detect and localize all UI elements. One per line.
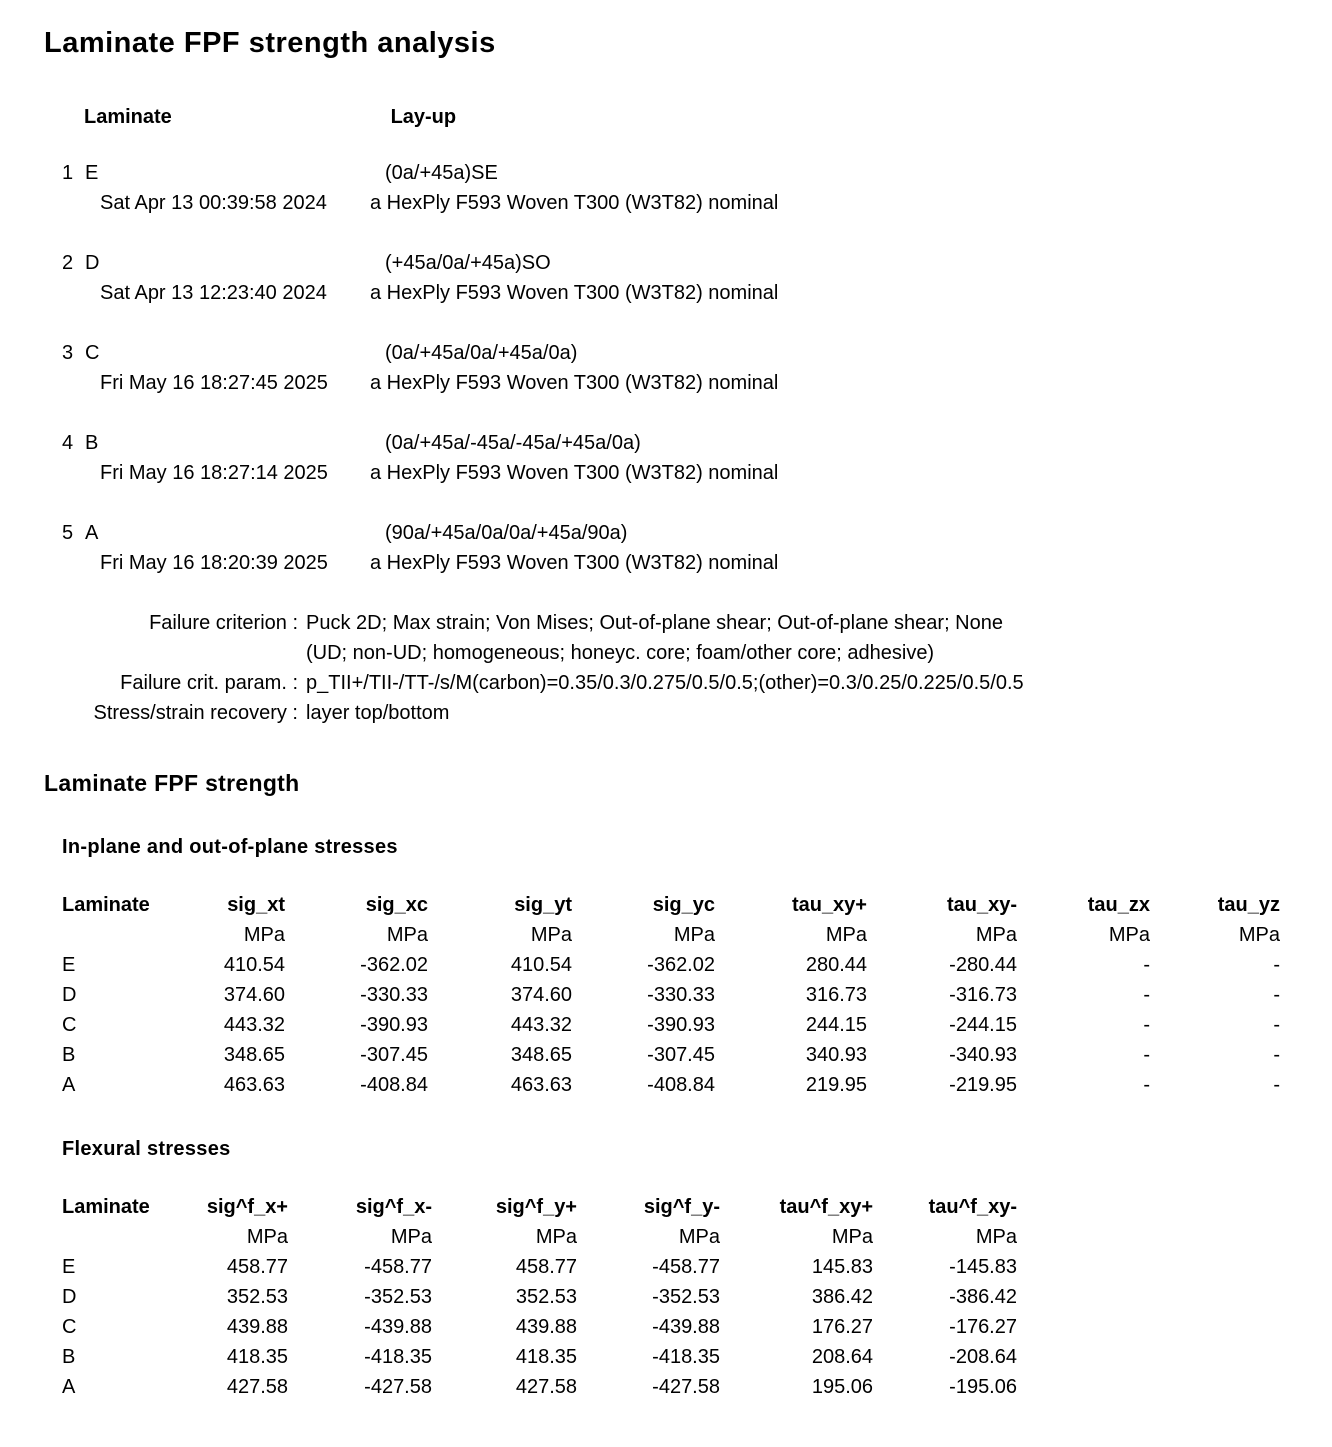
column-header: sig^f_x-: [355, 1196, 432, 1218]
value-cell: -208.64: [949, 1346, 1017, 1368]
flexural-table-title: Flexural stresses: [62, 1138, 231, 1160]
value-cell: 427.58: [226, 1376, 288, 1398]
value-cell: -145.83: [949, 1256, 1017, 1278]
value-cell: 219.95: [805, 1074, 867, 1096]
value-cell: 145.83: [811, 1256, 873, 1278]
table-row: [62, 950, 1280, 980]
value-cell: 439.88: [226, 1316, 288, 1338]
value-cell: -352.53: [652, 1286, 720, 1308]
laminate-entry: [0, 428, 1332, 488]
value-cell: 443.32: [510, 1014, 572, 1036]
entry-layup: (0a/+45a)SE: [385, 162, 498, 184]
value-cell: -362.02: [647, 954, 715, 976]
table-row: [62, 1252, 1017, 1282]
entry-number: 1: [62, 162, 74, 184]
value-cell: -427.58: [652, 1376, 720, 1398]
entry-number: 3: [62, 342, 74, 364]
column-header: sig^f_x+: [206, 1196, 288, 1218]
column-header: tau_xy+: [791, 894, 867, 916]
unit-cell: MPa: [535, 1226, 577, 1248]
row-label: B: [62, 1346, 76, 1368]
entry-detail-row: [100, 458, 1332, 488]
unit-cell: MPa: [678, 1226, 720, 1248]
entry-name: B: [85, 432, 99, 454]
value-cell: 374.60: [510, 984, 572, 1006]
inplane-table-title: In-plane and out-of-plane stresses: [62, 836, 398, 858]
value-cell: -219.95: [949, 1074, 1017, 1096]
failure-criterion-value-2: (UD; non-UD; homogeneous; honeyc. core; foam/other core; adhesive): [306, 642, 935, 664]
table-row: [62, 980, 1280, 1010]
entry-name: A: [85, 522, 99, 544]
entry-material: a HexPly F593 Woven T300 (W3T82) nominal: [370, 372, 779, 394]
entry-detail-row: [100, 188, 1332, 218]
entry-date: Sat Apr 13 00:39:58 2024: [100, 192, 327, 214]
entry-material: a HexPly F593 Woven T300 (W3T82) nominal: [370, 192, 779, 214]
entry-name: D: [85, 252, 100, 274]
value-cell: -330.33: [647, 984, 715, 1006]
entry-number: 5: [62, 522, 74, 544]
row-label: A: [62, 1376, 76, 1398]
value-cell: 418.35: [515, 1346, 577, 1368]
unit-cell: [62, 920, 165, 950]
entry-date: Fri May 16 18:27:14 2025: [100, 462, 328, 484]
unit-cell: MPa: [1238, 924, 1280, 946]
failure-criterion-continuation-row: [44, 638, 1332, 668]
value-cell: -439.88: [364, 1316, 432, 1338]
value-cell: 208.64: [811, 1346, 873, 1368]
column-header: tau^f_xy+: [779, 1196, 873, 1218]
entry-main-row: [62, 428, 1332, 458]
entry-layup: (0a/+45a/-45a/-45a/+45a/0a): [385, 432, 641, 454]
layup-column-header: Lay-up: [390, 106, 457, 128]
table-row: [62, 1010, 1280, 1040]
value-cell: -: [1143, 1044, 1150, 1066]
entry-main-row: [62, 518, 1332, 548]
value-cell: 427.58: [515, 1376, 577, 1398]
column-header: sig_yc: [652, 894, 715, 916]
value-cell: 463.63: [510, 1074, 572, 1096]
column-header: sig^f_y-: [643, 1196, 720, 1218]
units-row: [62, 1222, 1017, 1252]
laminate-list: [0, 158, 1332, 578]
value-cell: -: [1273, 1074, 1280, 1096]
entry-main-row: [62, 338, 1332, 368]
table-row: [62, 1312, 1017, 1342]
value-cell: -: [1143, 1074, 1150, 1096]
value-cell: -330.33: [360, 984, 428, 1006]
entry-material: a HexPly F593 Woven T300 (W3T82) nominal: [370, 552, 779, 574]
value-cell: -418.35: [364, 1346, 432, 1368]
value-cell: -427.58: [364, 1376, 432, 1398]
value-cell: -458.77: [652, 1256, 720, 1278]
value-cell: -362.02: [360, 954, 428, 976]
value-cell: -458.77: [364, 1256, 432, 1278]
value-cell: 348.65: [223, 1044, 285, 1066]
laminate-column-header: Laminate: [84, 106, 172, 128]
inplane-stress-table: [62, 890, 1280, 1100]
column-header: tau_zx: [1087, 894, 1150, 916]
value-cell: 316.73: [805, 984, 867, 1006]
entry-layup: (0a/+45a/0a/+45a/0a): [385, 342, 578, 364]
entry-name: C: [85, 342, 100, 364]
unit-cell: MPa: [530, 924, 572, 946]
row-label: D: [62, 1286, 77, 1308]
recovery-value: layer top/bottom: [306, 702, 450, 724]
value-cell: -280.44: [949, 954, 1017, 976]
column-header: tau^f_xy-: [928, 1196, 1017, 1218]
value-cell: 458.77: [515, 1256, 577, 1278]
failure-criterion-value: Puck 2D; Max strain; Von Mises; Out-of-plane shear; Out-of-plane shear; None: [306, 612, 1003, 634]
entry-date: Sat Apr 13 12:23:40 2024: [100, 282, 327, 304]
value-cell: -: [1273, 984, 1280, 1006]
entry-date: Fri May 16 18:20:39 2025: [100, 552, 328, 574]
entry-detail-row: [100, 278, 1332, 308]
column-header: sig_xc: [365, 894, 428, 916]
entry-name: E: [85, 162, 99, 184]
value-cell: -439.88: [652, 1316, 720, 1338]
value-cell: -352.53: [364, 1286, 432, 1308]
value-cell: 463.63: [223, 1074, 285, 1096]
entry-date: Fri May 16 18:27:45 2025: [100, 372, 328, 394]
value-cell: -: [1143, 984, 1150, 1006]
entry-main-row: [62, 158, 1332, 188]
unit-cell: MPa: [673, 924, 715, 946]
table-row: [62, 1282, 1017, 1312]
value-cell: -244.15: [949, 1014, 1017, 1036]
entry-main-row: [62, 248, 1332, 278]
column-header: sig_yt: [514, 894, 572, 916]
unit-cell: MPa: [386, 924, 428, 946]
laminate-list-header: [84, 102, 1332, 132]
value-cell: 340.93: [805, 1044, 867, 1066]
page-title: Laminate FPF strength analysis: [44, 27, 496, 59]
value-cell: -316.73: [949, 984, 1017, 1006]
value-cell: 195.06: [811, 1376, 873, 1398]
value-cell: -195.06: [949, 1376, 1017, 1398]
laminate-entry: [0, 158, 1332, 218]
column-header: sig_xt: [227, 894, 285, 916]
entry-number: 2: [62, 252, 74, 274]
failure-param-row: [44, 668, 1332, 698]
value-cell: -307.45: [360, 1044, 428, 1066]
value-cell: -408.84: [360, 1074, 428, 1096]
row-label: E: [62, 954, 76, 976]
failure-param-label: Failure crit. param. :: [120, 672, 298, 694]
entry-layup: (90a/+45a/0a/0a/+45a/90a): [385, 522, 628, 544]
unit-cell: MPa: [975, 1226, 1017, 1248]
value-cell: -386.42: [949, 1286, 1017, 1308]
value-cell: -176.27: [949, 1316, 1017, 1338]
value-cell: 410.54: [223, 954, 285, 976]
unit-cell: MPa: [825, 924, 867, 946]
laminate-entry: [0, 338, 1332, 398]
value-cell: 410.54: [510, 954, 572, 976]
value-cell: -: [1273, 954, 1280, 976]
entry-detail-row: [100, 548, 1332, 578]
row-label: D: [62, 984, 77, 1006]
row-label: C: [62, 1316, 77, 1338]
row-label: C: [62, 1014, 77, 1036]
entry-material: a HexPly F593 Woven T300 (W3T82) nominal: [370, 282, 779, 304]
value-cell: -: [1273, 1044, 1280, 1066]
value-cell: -340.93: [949, 1044, 1017, 1066]
value-cell: -390.93: [647, 1014, 715, 1036]
column-header: tau_xy-: [946, 894, 1017, 916]
header-row: [62, 1192, 1017, 1222]
units-row: [62, 920, 1280, 950]
recovery-row: [44, 698, 1332, 728]
failure-criterion-row: [44, 608, 1332, 638]
unit-cell: MPa: [975, 924, 1017, 946]
column-header: Laminate: [62, 1196, 150, 1218]
value-cell: 458.77: [226, 1256, 288, 1278]
failure-criterion-label: Failure criterion :: [149, 612, 298, 634]
entry-layup: (+45a/0a/+45a)SO: [385, 252, 551, 274]
value-cell: 386.42: [811, 1286, 873, 1308]
value-cell: 374.60: [223, 984, 285, 1006]
value-cell: 176.27: [811, 1316, 873, 1338]
value-cell: 244.15: [805, 1014, 867, 1036]
value-cell: 348.65: [510, 1044, 572, 1066]
row-label: B: [62, 1044, 76, 1066]
header-row: [62, 890, 1280, 920]
table-row: [62, 1342, 1017, 1372]
value-cell: -: [1143, 954, 1150, 976]
entry-material: a HexPly F593 Woven T300 (W3T82) nominal: [370, 462, 779, 484]
column-header: Laminate: [62, 894, 150, 916]
entry-detail-row: [100, 368, 1332, 398]
value-cell: -: [1273, 1014, 1280, 1036]
table-row: [62, 1070, 1280, 1100]
column-header: tau_yz: [1217, 894, 1280, 916]
row-label: A: [62, 1074, 76, 1096]
unit-cell: MPa: [831, 1226, 873, 1248]
value-cell: -: [1143, 1014, 1150, 1036]
table-row: [62, 1372, 1017, 1402]
section-title: Laminate FPF strength: [44, 770, 300, 796]
column-header: sig^f_y+: [495, 1196, 577, 1218]
value-cell: -307.45: [647, 1044, 715, 1066]
laminate-entry: [0, 518, 1332, 578]
laminate-entry: [0, 248, 1332, 308]
unit-cell: MPa: [243, 924, 285, 946]
value-cell: -408.84: [647, 1074, 715, 1096]
flexural-stress-table: [62, 1192, 1017, 1402]
value-cell: -418.35: [652, 1346, 720, 1368]
unit-cell: MPa: [246, 1226, 288, 1248]
table-row: [62, 1040, 1280, 1070]
entry-number: 4: [62, 432, 74, 454]
unit-cell: [62, 1222, 165, 1252]
empty-label: [44, 638, 298, 668]
failure-param-value: p_TII+/TII-/TT-/s/M(carbon)=0.35/0.3/0.275/0.5/0.5;(other)=0.3/0.25/0.225/0.5/0.5: [306, 672, 1024, 694]
value-cell: 352.53: [515, 1286, 577, 1308]
row-label: E: [62, 1256, 76, 1278]
value-cell: 439.88: [515, 1316, 577, 1338]
unit-cell: MPa: [390, 1226, 432, 1248]
value-cell: 352.53: [226, 1286, 288, 1308]
value-cell: 443.32: [223, 1014, 285, 1036]
unit-cell: MPa: [1108, 924, 1150, 946]
recovery-label: Stress/strain recovery :: [93, 702, 298, 724]
value-cell: -390.93: [360, 1014, 428, 1036]
analysis-settings: [44, 608, 1332, 728]
value-cell: 280.44: [805, 954, 867, 976]
value-cell: 418.35: [226, 1346, 288, 1368]
